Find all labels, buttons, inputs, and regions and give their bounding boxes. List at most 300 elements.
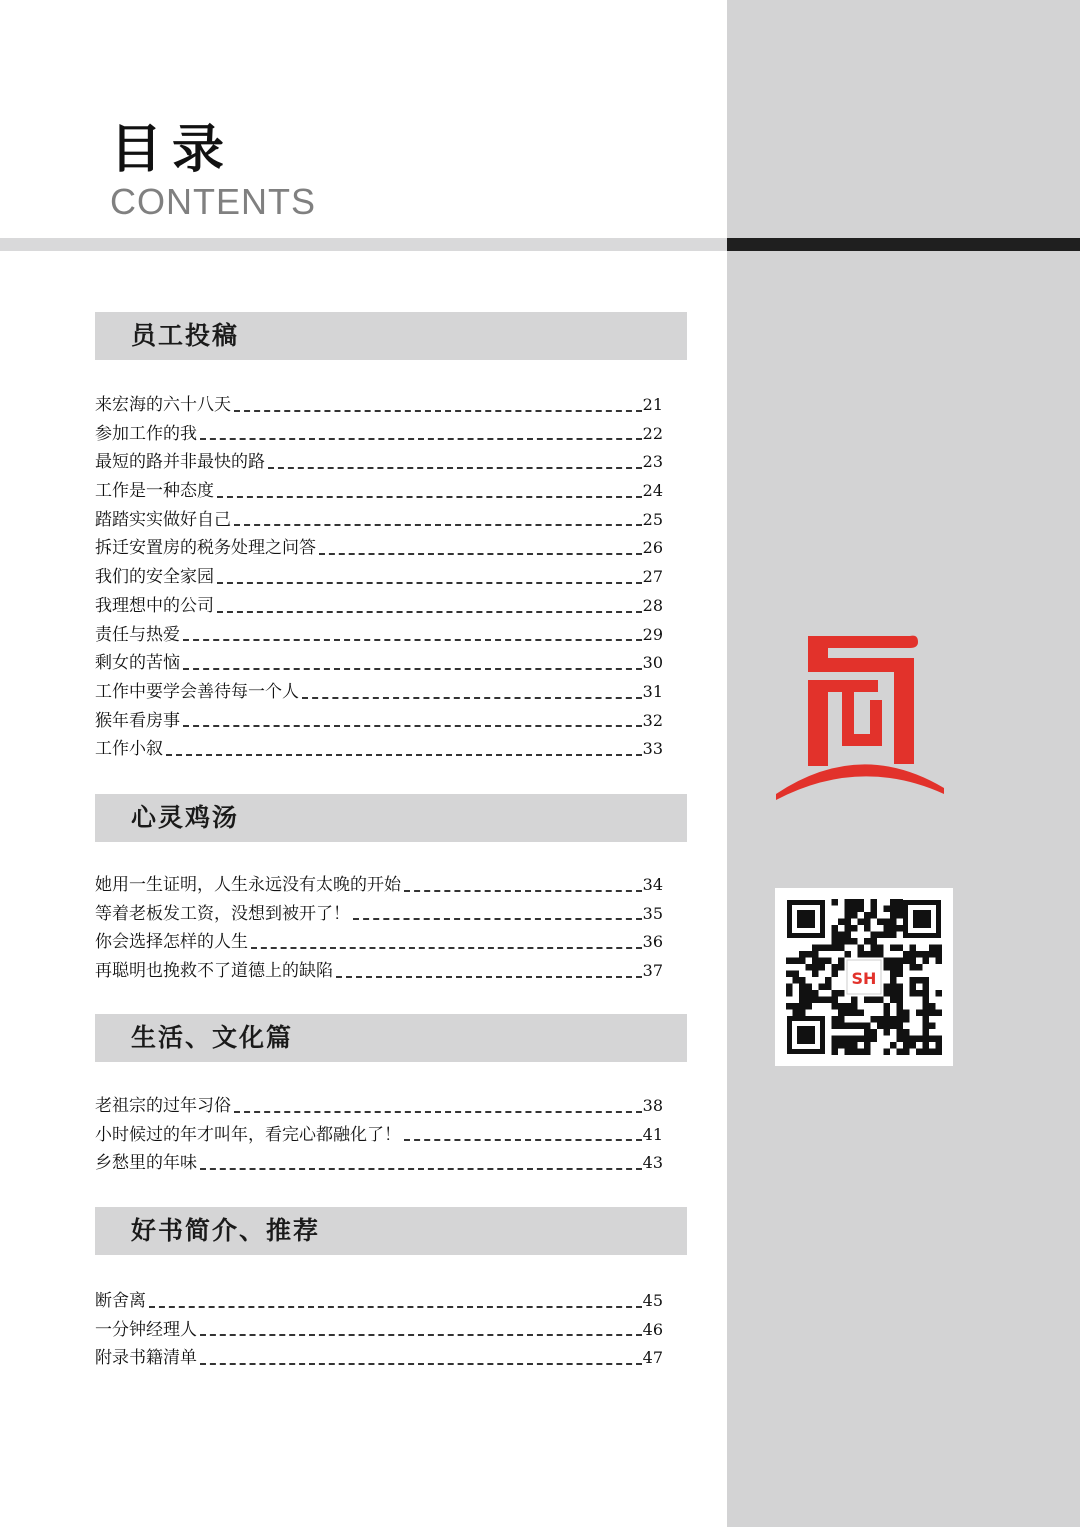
toc-entry-page: 41 <box>642 1124 663 1144</box>
toc-leader <box>336 976 642 978</box>
qr-module <box>929 1023 936 1030</box>
toc-leader <box>200 1363 642 1365</box>
toc-section-book-recommendations <box>95 1207 687 1373</box>
toc-section-life-culture <box>95 1014 687 1178</box>
qr-module <box>812 990 819 997</box>
toc-entry-page: 24 <box>642 481 663 501</box>
toc-entry[interactable] <box>95 1316 663 1345</box>
qr-module <box>897 971 904 978</box>
qr-module <box>871 1036 878 1043</box>
toc-entry[interactable] <box>95 1092 663 1121</box>
qr-module <box>923 1023 930 1030</box>
qr-module <box>923 1003 930 1010</box>
toc-entry-page: 21 <box>642 395 663 414</box>
qr-module <box>903 1049 910 1056</box>
qr-module <box>910 990 917 997</box>
qr-module <box>845 1036 852 1043</box>
toc-entry-title: 责任与热爱 <box>95 624 180 645</box>
qr-module <box>832 1003 839 1010</box>
toc-entry-page: 26 <box>642 538 663 558</box>
qr-module <box>832 945 839 952</box>
svg-text:SH: SH <box>851 969 877 988</box>
qr-module <box>832 1023 839 1030</box>
qr-module <box>819 945 826 952</box>
section-header <box>95 794 687 842</box>
toc-entry[interactable] <box>95 391 663 420</box>
toc-leader <box>200 1168 642 1170</box>
header-divider-accent <box>727 238 1080 251</box>
qr-module <box>890 977 897 984</box>
toc-entry[interactable] <box>95 563 663 592</box>
toc-leader <box>149 1306 642 1308</box>
qr-module <box>884 1016 891 1023</box>
qr-module <box>903 1029 910 1036</box>
qr-module <box>923 1036 930 1043</box>
qr-module <box>910 958 917 965</box>
toc-entry-title: 小时候过的年才叫年，看完心都融化了！ <box>95 1124 401 1145</box>
qr-module <box>838 1036 845 1043</box>
toc-section-staff-contributions <box>95 312 687 764</box>
qr-module <box>884 1010 891 1017</box>
toc-entry-title: 来宏海的六十八天 <box>95 395 231 415</box>
qr-module <box>851 1042 858 1049</box>
toc-entry[interactable] <box>95 592 663 621</box>
qr-module <box>819 984 826 991</box>
qr-module <box>825 977 832 984</box>
toc-entry-title: 断舍离 <box>95 1291 146 1311</box>
qr-module <box>871 1029 878 1036</box>
qr-module <box>806 951 813 958</box>
toc-leader <box>183 725 642 727</box>
qr-module <box>936 1010 943 1017</box>
toc-entry-page: 45 <box>642 1291 663 1310</box>
qr-module <box>910 945 917 952</box>
qr-module <box>832 990 839 997</box>
qr-module <box>799 977 806 984</box>
toc-list <box>95 1287 687 1373</box>
qr-module <box>806 964 813 971</box>
qr-module <box>825 984 832 991</box>
qr-module <box>923 984 930 991</box>
toc-entry-page: 28 <box>642 595 663 615</box>
qr-module <box>916 990 923 997</box>
qr-module <box>897 1010 904 1017</box>
toc-entry[interactable] <box>95 957 663 986</box>
qr-module <box>806 984 813 991</box>
toc-entry-page: 22 <box>642 423 663 443</box>
toc-list <box>95 391 687 764</box>
qr-module <box>838 945 845 952</box>
qr-module <box>936 1049 943 1056</box>
qr-module <box>786 984 793 991</box>
section-title: 心灵鸡汤 <box>131 803 240 832</box>
qr-module <box>845 1042 852 1049</box>
qr-module <box>884 932 891 939</box>
qr-module <box>897 1023 904 1030</box>
qr-module <box>812 964 819 971</box>
qr-module <box>884 925 891 932</box>
toc-entry[interactable] <box>95 448 663 477</box>
toc-entry-page: 25 <box>642 509 663 529</box>
qr-module <box>916 1049 923 1056</box>
toc-entry[interactable] <box>95 1287 663 1316</box>
toc-entry-title: 乡愁里的年味 <box>95 1153 197 1174</box>
page-subtitle: CONTENTS <box>110 181 316 222</box>
qr-module <box>858 1049 865 1056</box>
qr-module <box>799 990 806 997</box>
toc-leader <box>234 1111 642 1113</box>
qr-module <box>897 964 904 971</box>
qr-module <box>871 1016 878 1023</box>
qr-module <box>851 1010 858 1017</box>
qr-module <box>851 925 858 932</box>
toc-entry-title: 她用一生证明，人生永远没有太晚的开始 <box>95 875 401 895</box>
toc-entry-title: 我们的安全家园 <box>95 567 214 588</box>
qr-module <box>923 997 930 1004</box>
qr-module <box>838 1003 845 1010</box>
qr-module <box>858 1010 865 1017</box>
section-title: 生活、文化篇 <box>131 1023 294 1052</box>
toc-leader <box>404 1139 642 1141</box>
toc-entry[interactable] <box>95 1149 663 1178</box>
toc-entry[interactable] <box>95 871 663 900</box>
toc-entry-title: 再聪明也挽救不了道德上的缺陷 <box>95 961 333 982</box>
toc-leader <box>302 697 642 699</box>
toc-leader <box>234 410 642 412</box>
toc-entry-title: 猴年看房事 <box>95 710 180 731</box>
qr-module <box>786 990 793 997</box>
toc-leader <box>234 524 642 526</box>
qr-module <box>858 919 865 926</box>
toc-entry[interactable] <box>95 420 663 449</box>
qr-module <box>858 1023 865 1030</box>
qr-module <box>877 997 884 1004</box>
qr-module <box>864 1023 871 1030</box>
qr-module <box>910 977 917 984</box>
toc-entry-title: 参加工作的我 <box>95 423 197 444</box>
qr-module <box>897 945 904 952</box>
qr-module <box>929 1003 936 1010</box>
toc-entry-title: 老祖宗的过年习俗 <box>95 1096 231 1116</box>
qr-module <box>845 1010 852 1017</box>
qr-module <box>877 945 884 952</box>
qr-module <box>832 1036 839 1043</box>
qr-module <box>897 997 904 1004</box>
qr-module <box>812 945 819 952</box>
company-logo-icon <box>772 630 947 800</box>
qr-module <box>877 919 884 926</box>
qr-module <box>845 932 852 939</box>
qr-module <box>890 906 897 913</box>
qr-module <box>793 977 800 984</box>
qr-module <box>799 997 806 1004</box>
qr-module <box>864 919 871 926</box>
qr-module <box>884 1049 891 1056</box>
qr-module <box>890 932 897 939</box>
toc-entry-page: 30 <box>642 653 663 673</box>
qr-module <box>819 997 826 1004</box>
qr-module <box>890 964 897 971</box>
qr-module <box>851 912 858 919</box>
qr-module <box>871 938 878 945</box>
qr-module <box>897 1029 904 1036</box>
qr-module <box>838 1042 845 1049</box>
qr-module <box>838 1016 845 1023</box>
toc-entry-page: 27 <box>642 567 663 587</box>
toc-entry-title: 工作中要学会善待每一个人 <box>95 681 299 702</box>
qr-module <box>838 919 845 926</box>
qr-module <box>936 945 943 952</box>
qr-module <box>903 951 910 958</box>
toc-entry[interactable] <box>95 1344 663 1373</box>
qr-module <box>858 906 865 913</box>
header-divider <box>0 238 727 251</box>
qr-module <box>786 958 793 965</box>
qr-module <box>786 1003 793 1010</box>
qr-module <box>884 990 891 997</box>
qr-module <box>864 951 871 958</box>
toc-entry-title: 工作是一种态度 <box>95 481 214 502</box>
qr-module <box>825 958 832 965</box>
qr-module <box>845 938 852 945</box>
toc-leader <box>183 639 642 641</box>
qr-module <box>890 899 897 906</box>
qr-module <box>890 912 897 919</box>
qr-module <box>871 899 878 906</box>
qr-module <box>838 958 845 965</box>
qr-module <box>890 984 897 991</box>
toc-leader <box>404 890 642 892</box>
qr-module <box>936 958 943 965</box>
qr-module <box>923 1016 930 1023</box>
qr-module <box>884 1003 891 1010</box>
qr-module <box>806 1003 813 1010</box>
qr-module <box>832 1016 839 1023</box>
qr-module <box>910 1036 917 1043</box>
qr-module <box>890 945 897 952</box>
toc-entry-page: 37 <box>642 961 663 981</box>
qr-module <box>858 945 865 952</box>
qr-module <box>799 984 806 991</box>
qr-module <box>786 971 793 978</box>
toc-section-chicken-soup <box>95 794 687 986</box>
qr-module <box>845 951 852 958</box>
qr-module <box>838 1023 845 1030</box>
qr-module <box>929 1010 936 1017</box>
toc-entry[interactable] <box>95 735 663 764</box>
qr-module <box>929 945 936 952</box>
qr-module <box>936 1042 943 1049</box>
qr-module <box>897 899 904 906</box>
qr-module <box>890 1016 897 1023</box>
qr-module <box>832 932 839 939</box>
toc-entry-page: 46 <box>642 1319 663 1339</box>
qr-module <box>864 1049 871 1056</box>
qr-module <box>851 1036 858 1043</box>
toc-entry-title: 拆迁安置房的税务处理之问答 <box>95 538 316 559</box>
qr-module <box>936 951 943 958</box>
section-title: 好书简介、推荐 <box>131 1216 321 1245</box>
qr-module <box>903 1036 910 1043</box>
qr-module <box>864 938 871 945</box>
qr-module <box>845 1023 852 1030</box>
qr-module <box>851 997 858 1004</box>
qr-module <box>832 964 839 971</box>
qr-module <box>897 1036 904 1043</box>
qr-module <box>890 958 897 965</box>
qr-module <box>806 997 813 1004</box>
toc-entry[interactable] <box>95 928 663 957</box>
qr-module <box>845 925 852 932</box>
qr-module <box>884 984 891 991</box>
qr-module <box>858 951 865 958</box>
toc-entry-title: 我理想中的公司 <box>95 595 214 616</box>
qr-module <box>864 925 871 932</box>
toc-entry[interactable] <box>95 534 663 563</box>
toc-leader <box>217 496 642 498</box>
qr-module <box>858 1036 865 1043</box>
toc-entry-page: 23 <box>642 452 663 472</box>
toc-entry-title: 工作小叙 <box>95 739 163 760</box>
qr-module <box>838 990 845 997</box>
toc-leader <box>200 438 642 440</box>
qr-module <box>890 971 897 978</box>
qr-module <box>910 964 917 971</box>
qr-module <box>897 1003 904 1010</box>
toc-entry-title: 踏踏实实做好自己 <box>95 509 231 530</box>
qr-module <box>897 990 904 997</box>
qr-module <box>916 1010 923 1017</box>
qr-module <box>832 938 839 945</box>
qr-module <box>910 1042 917 1049</box>
qr-module <box>929 1049 936 1056</box>
qr-module <box>864 1042 871 1049</box>
qr-module <box>890 925 897 932</box>
qr-module <box>871 945 878 952</box>
toc-leader <box>166 754 642 756</box>
qr-code-icon <box>775 888 953 1066</box>
qr-module <box>851 899 858 906</box>
qr-module <box>884 1029 891 1036</box>
toc-entry[interactable] <box>95 477 663 506</box>
toc-entry-page: 34 <box>642 875 663 894</box>
qr-module <box>832 925 839 932</box>
qr-module <box>884 1023 891 1030</box>
qr-module <box>916 1036 923 1043</box>
toc-entry-title: 你会选择怎样的人生 <box>95 932 248 953</box>
toc-leader <box>268 467 642 469</box>
toc-entry-page: 36 <box>642 932 663 952</box>
toc-entry-title: 一分钟经理人 <box>95 1319 197 1340</box>
toc-entry[interactable] <box>95 1121 663 1150</box>
qr-module <box>897 906 904 913</box>
section-header <box>95 312 687 360</box>
qr-module <box>851 1023 858 1030</box>
qr-module <box>897 958 904 965</box>
qr-module <box>877 1023 884 1030</box>
qr-module <box>923 1042 930 1049</box>
qr-module <box>819 964 826 971</box>
qr-module <box>923 958 930 965</box>
qr-module <box>851 1049 858 1056</box>
qr-module <box>890 919 897 926</box>
qr-module <box>884 906 891 913</box>
toc-leader <box>353 918 642 920</box>
qr-module <box>884 919 891 926</box>
toc-entry[interactable] <box>95 678 663 707</box>
toc-entry[interactable] <box>95 900 663 929</box>
qr-module <box>858 899 865 906</box>
qr-module <box>851 938 858 945</box>
toc-leader <box>217 611 642 613</box>
qr-module <box>916 951 923 958</box>
qr-module <box>838 964 845 971</box>
toc-entry-page: 33 <box>642 739 663 759</box>
qr-module <box>812 997 819 1004</box>
toc-entry-page: 38 <box>642 1096 663 1115</box>
qr-module <box>832 1042 839 1049</box>
toc-entry[interactable] <box>95 707 663 736</box>
qr-module <box>923 977 930 984</box>
qr-module <box>819 958 826 965</box>
qr-module <box>832 899 839 906</box>
qr-module <box>871 997 878 1004</box>
qr-module <box>812 951 819 958</box>
toc-leader <box>200 1334 642 1336</box>
qr-module <box>897 1049 904 1056</box>
toc-entry[interactable] <box>95 649 663 678</box>
qr-module <box>916 964 923 971</box>
qr-module <box>845 906 852 913</box>
qr-module <box>838 932 845 939</box>
qr-module <box>825 997 832 1004</box>
qr-module <box>903 1010 910 1017</box>
qr-module <box>799 958 806 965</box>
qr-module <box>890 990 897 997</box>
qr-module <box>864 912 871 919</box>
qr-module <box>884 958 891 965</box>
toc-entry[interactable] <box>95 506 663 535</box>
toc-entry-title: 附录书籍清单 <box>95 1348 197 1369</box>
qr-module <box>845 919 852 926</box>
qr-module <box>923 1029 930 1036</box>
qr-module <box>890 1042 897 1049</box>
qr-module <box>845 899 852 906</box>
toc-list <box>95 871 687 986</box>
qr-module <box>897 925 904 932</box>
qr-module <box>851 906 858 913</box>
qr-module <box>871 912 878 919</box>
qr-module <box>851 1003 858 1010</box>
qr-module <box>832 1049 839 1056</box>
qr-module <box>871 906 878 913</box>
page-title: 目录 <box>110 120 235 180</box>
qr-module <box>903 1042 910 1049</box>
qr-module <box>838 1010 845 1017</box>
qr-module <box>903 958 910 965</box>
toc-leader <box>319 553 642 555</box>
qr-module <box>871 932 878 939</box>
toc-entry-title: 剩女的苦恼 <box>95 653 180 674</box>
toc-entry-page: 35 <box>642 903 663 923</box>
qr-module <box>897 1016 904 1023</box>
qr-module <box>929 951 936 958</box>
qr-module <box>812 971 819 978</box>
qr-module <box>799 1010 806 1017</box>
toc-list <box>95 1092 687 1178</box>
qr-module <box>877 1016 884 1023</box>
toc-entry[interactable] <box>95 621 663 650</box>
